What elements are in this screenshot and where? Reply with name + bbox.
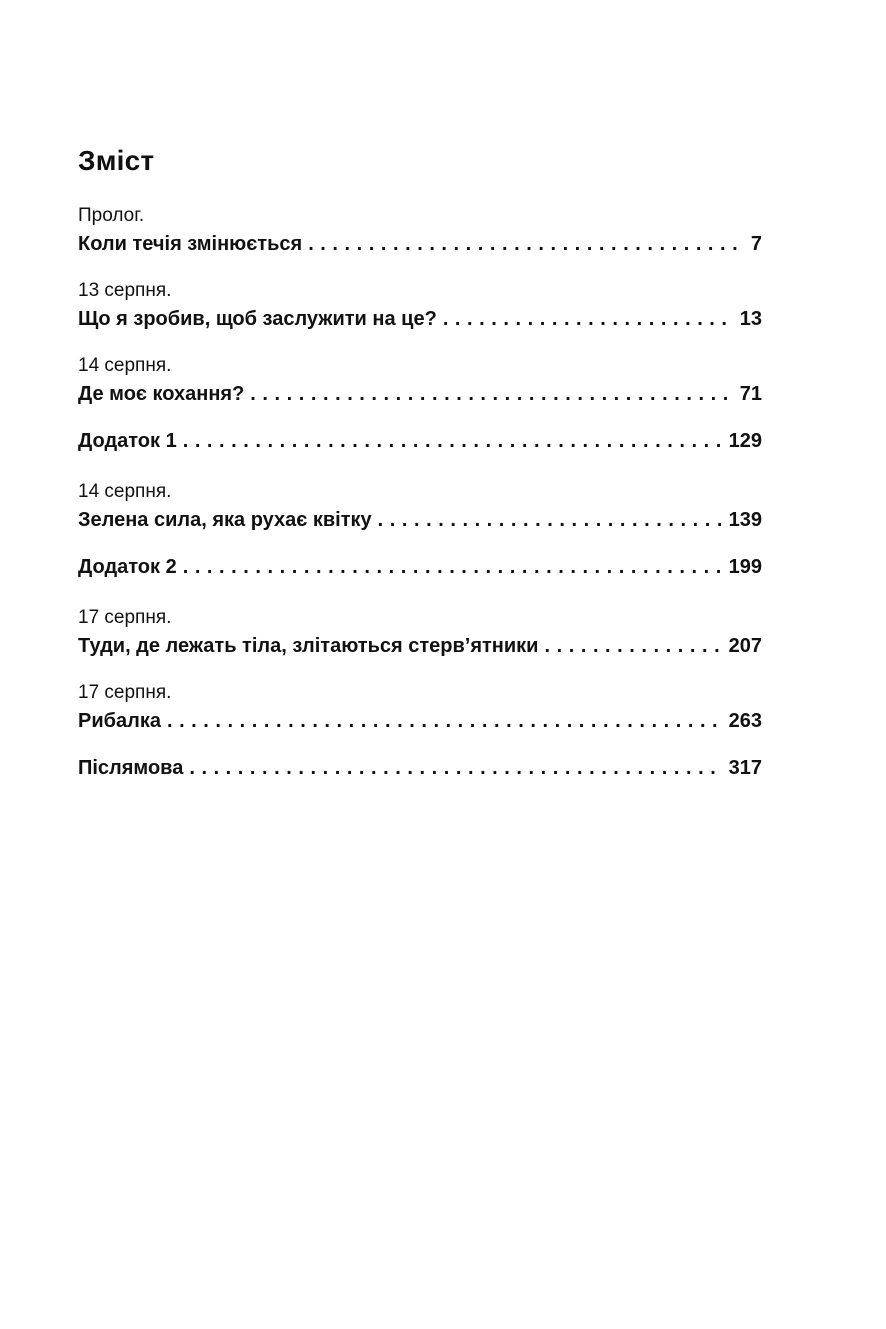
- dot-leader: [378, 508, 723, 533]
- toc-entry-subtitle: 17 серпня.: [78, 682, 172, 703]
- toc-entry-line: [78, 508, 762, 533]
- toc-page-number: 263: [728, 710, 762, 732]
- toc-entry-title: Туди, де лежать тіла, злітаються стерв’ятники: [78, 635, 539, 657]
- toc-page-number: 71: [739, 383, 762, 405]
- toc-page-number: 7: [750, 233, 762, 255]
- toc-entry-subtitle: 17 серпня.: [78, 607, 172, 628]
- dot-leader: [183, 429, 723, 454]
- toc-entry-title: Зелена сила, яка рухає квітку: [78, 509, 372, 531]
- toc-entry-subtitle: 14 серпня.: [78, 355, 172, 376]
- toc-entry-line: [78, 307, 762, 332]
- toc-entry-appendix-1[interactable]: [78, 429, 762, 454]
- toc-entry-line: [78, 382, 762, 407]
- dot-leader: [183, 555, 723, 580]
- toc-entry-title: Додаток 2: [78, 556, 177, 578]
- toc-entry-title: Додаток 1: [78, 430, 177, 452]
- dot-leader: [308, 232, 745, 257]
- toc-entry-line: [78, 709, 762, 734]
- toc-page-number: 139: [728, 509, 762, 531]
- toc-page-number: 317: [728, 757, 762, 779]
- toc-page-number: 13: [739, 308, 762, 330]
- toc-list: [78, 204, 762, 781]
- dot-leader: [250, 382, 733, 407]
- toc-entry-aug-14-a[interactable]: [78, 354, 762, 407]
- toc-entry-line: [78, 232, 762, 257]
- dot-leader: [167, 709, 723, 734]
- toc-entry-title: Коли течія змінюється: [78, 233, 303, 255]
- toc-page: [78, 144, 762, 807]
- toc-entry-prologue[interactable]: [78, 204, 762, 257]
- toc-entry-title: Що я зробив, щоб заслужити на це?: [78, 308, 437, 330]
- toc-entry-title: Післямова: [78, 757, 184, 779]
- toc-entry-aug-17-a[interactable]: [78, 606, 762, 659]
- toc-entry-aug-17-b[interactable]: [78, 681, 762, 734]
- toc-entry-aug-13[interactable]: [78, 279, 762, 332]
- toc-entry-aug-14-b[interactable]: [78, 480, 762, 533]
- toc-entry-line: [78, 634, 762, 659]
- toc-page-number: 129: [728, 430, 762, 452]
- toc-entry-line: [78, 429, 762, 454]
- dot-leader: [443, 307, 734, 332]
- toc-entry-afterword[interactable]: [78, 756, 762, 781]
- toc-entry-title: Рибалка: [78, 710, 161, 732]
- toc-entry-subtitle: 14 серпня.: [78, 481, 172, 502]
- toc-entry-line: [78, 756, 762, 781]
- dot-leader: [189, 756, 722, 781]
- toc-page-number: 207: [728, 635, 762, 657]
- toc-entry-title: Де моє кохання?: [78, 383, 245, 405]
- toc-page-number: 199: [728, 556, 762, 578]
- dot-leader: [544, 634, 722, 659]
- toc-entry-subtitle: 13 серпня.: [78, 280, 172, 301]
- toc-entry-subtitle: Пролог.: [78, 205, 145, 226]
- toc-entry-appendix-2[interactable]: [78, 555, 762, 580]
- toc-entry-line: [78, 555, 762, 580]
- page-title: Зміст: [78, 145, 155, 176]
